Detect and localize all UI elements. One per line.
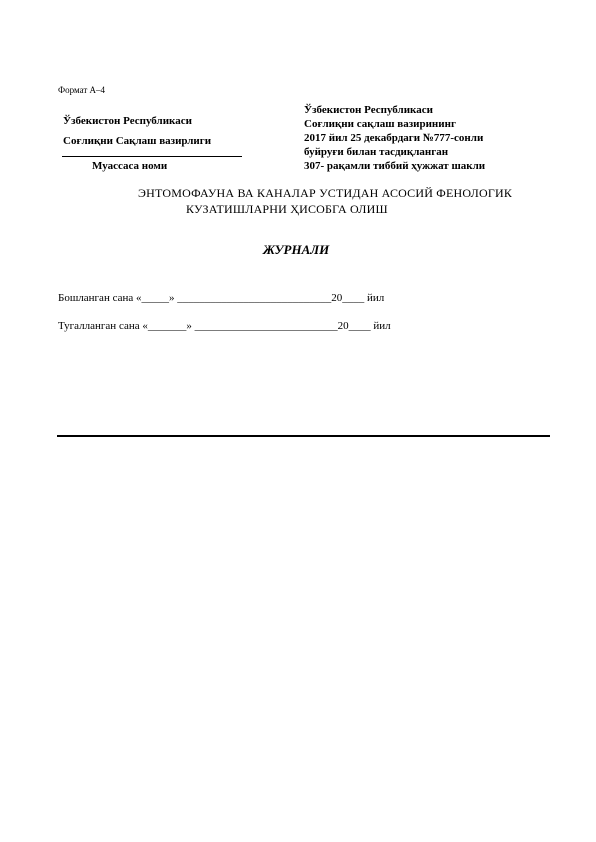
format-label: Формат А–4 [58, 85, 106, 95]
institution-name-label: Муассаса номи [92, 160, 168, 172]
title-line2: КУЗАТИШЛАРНИ ҲИСОБГА ОЛИШ [186, 202, 388, 216]
left-header-republic: Ўзбекистон Республикаси [63, 115, 192, 127]
right-header-line4: буйруғи билан тасдиқланган [304, 146, 449, 158]
right-header-line3: 2017 йил 25 декабрдаги №777-сонли [304, 132, 484, 144]
right-header-line2: Соғлиқни сақлаш вазирининг [304, 118, 456, 130]
left-header-ministry: Соғлиқни Сақлаш вазирлиги [63, 135, 212, 147]
journal-title: ЖУРНАЛИ [263, 242, 330, 257]
institution-name-line [62, 156, 242, 157]
bottom-rule [57, 435, 550, 437]
right-header-line5: 307- рақамли тиббий ҳужжат шакли [304, 160, 486, 172]
title-line1: ЭНТОМОФАУНА ВА КАНАЛАР УСТИДАН АСОСИЙ ФЕНОЛОГИК [138, 186, 513, 200]
end-date-line: Тугалланган сана «_______» __________________________20____ йил [58, 320, 391, 332]
start-date-line: Бошланган сана «_____» ____________________________20____ йил [58, 292, 385, 304]
right-header-line1: Ўзбекистон Республикаси [304, 104, 433, 116]
